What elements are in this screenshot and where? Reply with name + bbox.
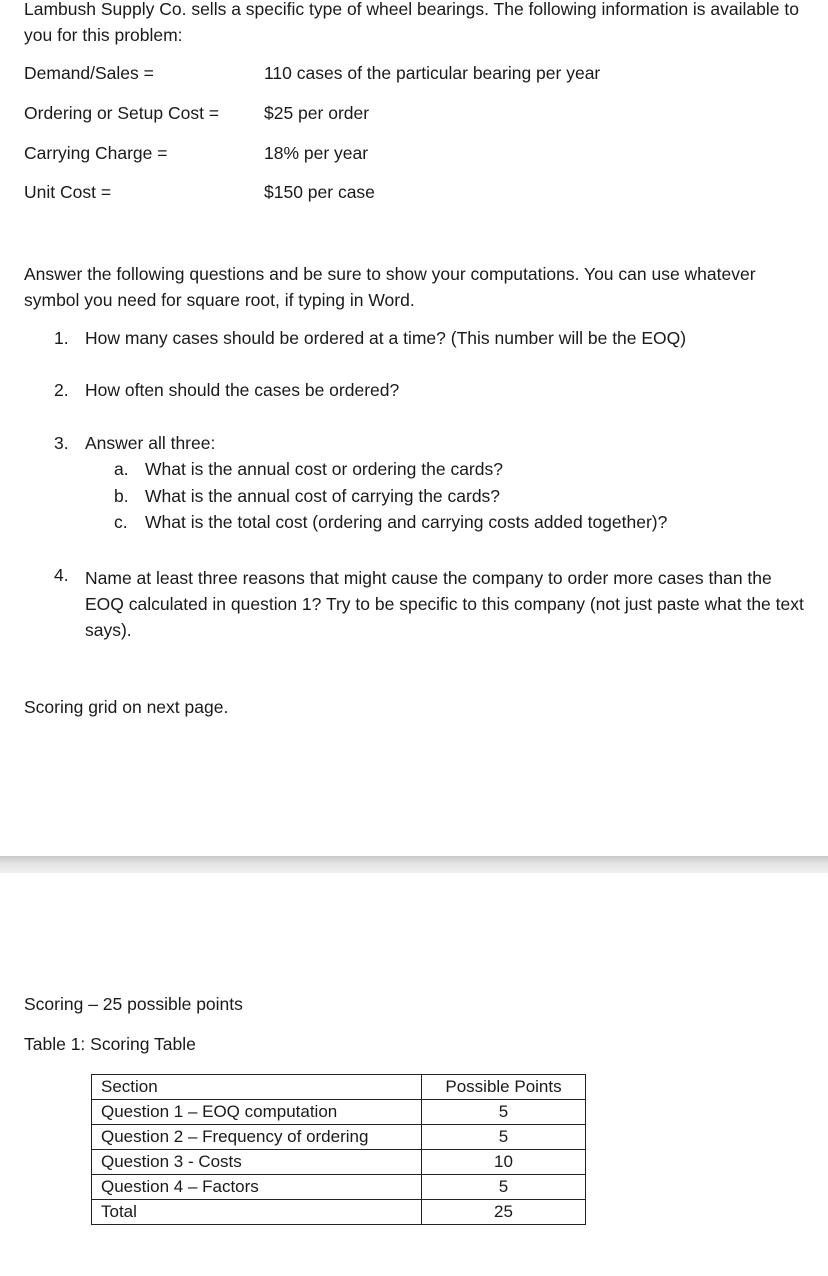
table-row: [92, 1175, 586, 1200]
row-points: 5: [422, 1175, 586, 1200]
question-3a-text: What is the annual cost or ordering the cards?: [145, 459, 503, 479]
scoring-grid-note: Scoring grid on next page.: [24, 697, 229, 717]
given-label-unit-cost: Unit Cost =: [24, 182, 112, 202]
table-total-row: [92, 1200, 586, 1225]
table-caption: Table 1: Scoring Table: [24, 1034, 196, 1054]
given-label-ordering-cost: Ordering or Setup Cost =: [24, 103, 220, 123]
row-section: Question 3 - Costs: [92, 1150, 422, 1175]
row-section: Question 4 – Factors: [92, 1175, 422, 1200]
question-3-text: Answer all three:: [85, 433, 216, 453]
scoring-table: [91, 1074, 586, 1225]
instructions-paragraph: Answer the following questions and be sure to show your computations. You can use whatever symbol you need for square root, if typing in Word.: [24, 264, 756, 310]
question-1-text: How many cases should be ordered at a time? (This number will be the EOQ): [85, 328, 687, 348]
header-possible-points: Possible Points: [422, 1075, 586, 1100]
table-row: [92, 1100, 586, 1125]
table-row: [92, 1150, 586, 1175]
intro-paragraph: Lambush Supply Co. sells a specific type of wheel bearings. The following information is available to you for this problem:: [24, 0, 799, 45]
given-label-demand: Demand/Sales =: [24, 63, 154, 83]
given-label-carrying-charge: Carrying Charge =: [24, 143, 168, 163]
question-2-number: 2.: [54, 380, 69, 400]
question-2-text: How often should the cases be ordered?: [85, 380, 400, 400]
question-3c-text: What is the total cost (ordering and carrying costs added together)?: [145, 512, 668, 532]
question-3b-letter: b.: [114, 486, 129, 506]
question-3c-letter: c.: [114, 512, 128, 532]
table-row: [92, 1125, 586, 1150]
question-4-text: Name at least three reasons that might cause the company to order more cases than the EOQ calculated in question 1? Try to be specific to this company (not just paste what the text says).: [85, 568, 804, 640]
question-3b-text: What is the annual cost of carrying the cards?: [145, 486, 501, 506]
question-3a-letter: a.: [114, 459, 129, 479]
row-points: 5: [422, 1100, 586, 1125]
row-points: 5: [422, 1125, 586, 1150]
given-value-demand: 110 cases of the particular bearing per year: [264, 63, 601, 83]
question-3-number: 3.: [54, 433, 69, 453]
row-section: Question 2 – Frequency of ordering: [92, 1125, 422, 1150]
question-4-number: 4.: [54, 565, 69, 585]
page-break: [0, 856, 828, 873]
table-header-row: [92, 1075, 586, 1100]
row-section: Question 1 – EOQ computation: [92, 1100, 422, 1125]
row-points: 25: [422, 1200, 586, 1225]
row-points: 10: [422, 1150, 586, 1175]
given-value-unit-cost: $150 per case: [264, 182, 375, 202]
row-section: Total: [92, 1200, 422, 1225]
given-value-carrying-charge: 18% per year: [264, 143, 369, 163]
given-value-ordering-cost: $25 per order: [264, 103, 370, 123]
header-section: Section: [92, 1075, 422, 1100]
scoring-heading: Scoring – 25 possible points: [24, 994, 243, 1014]
question-1-number: 1.: [54, 328, 69, 348]
